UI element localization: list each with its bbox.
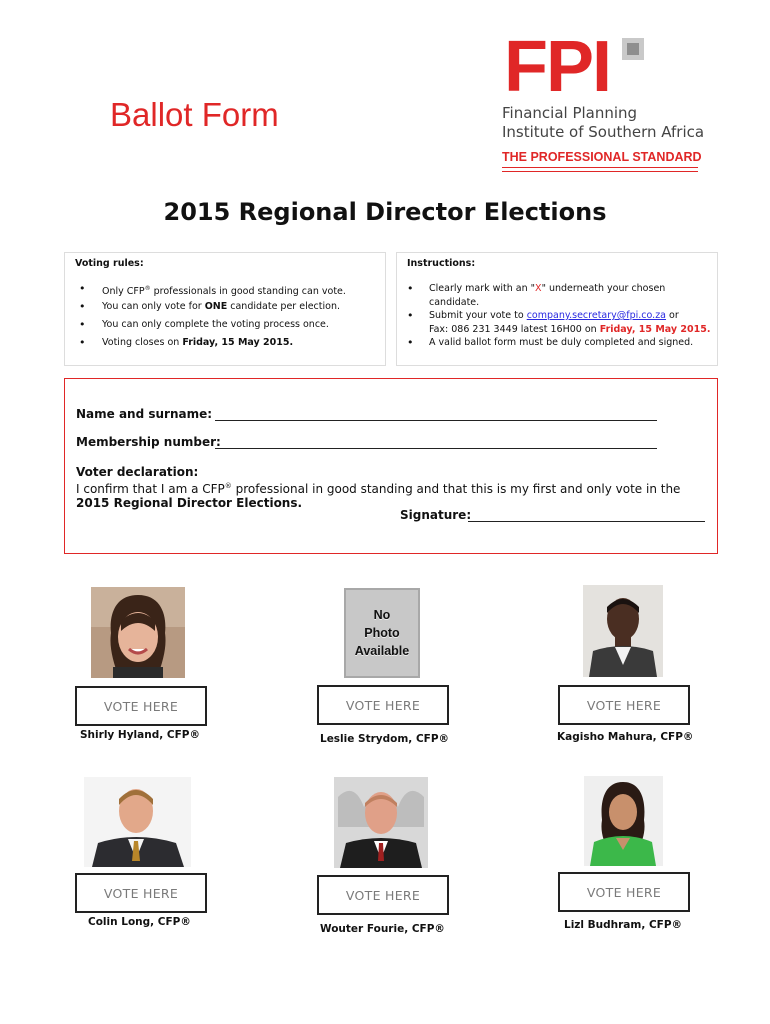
rule-item: • You can only complete the voting process once. [65, 318, 346, 336]
voting-rules-heading: Voting rules: [75, 258, 144, 269]
candidate-photo [584, 776, 663, 866]
rule-item: • Only CFP® professionals in good standing can vote. [65, 282, 346, 300]
voting-rules-list [65, 282, 346, 354]
voting-rules-box [64, 252, 386, 366]
rule-item: • You can only vote for ONE candidate per election. [65, 300, 346, 318]
fpi-logo-letters: FPI [504, 27, 611, 107]
secretary-email-link[interactable]: company.secretary@fpi.co.za [526, 310, 667, 321]
candidate-name: Kagisho Mahura, CFP® [557, 731, 694, 743]
instructions-box [396, 252, 718, 366]
declaration-text: I confirm that I am a CFP® professional in good standing and that this is my first and only vote in the 2015 Regional Director Elections. [76, 482, 681, 510]
fpi-logo [500, 27, 705, 174]
instruction-item: • Clearly mark with an "X" underneath your chosen candidate. [397, 282, 717, 309]
vote-button-wouter-fourie[interactable]: VOTE HERE [317, 875, 449, 915]
declaration-heading: Voter declaration: [76, 465, 199, 479]
candidate-photo [334, 777, 428, 868]
signature-label: Signature: [400, 508, 472, 522]
vote-button-leslie-strydom[interactable]: VOTE HERE [317, 685, 449, 725]
instructions-heading: Instructions: [407, 258, 476, 269]
membership-number-field[interactable] [215, 435, 657, 449]
candidate-name: Wouter Fourie, CFP® [320, 923, 445, 935]
vote-button-kagisho-mahura[interactable]: VOTE HERE [558, 685, 690, 725]
candidate-name: Shirly Hyland, CFP® [80, 729, 200, 741]
candidate-name: Colin Long, CFP® [88, 916, 191, 928]
vote-button-shirly-hyland[interactable]: VOTE HERE [75, 686, 207, 726]
vote-button-colin-long[interactable]: VOTE HERE [75, 873, 207, 913]
instructions-list [397, 282, 717, 350]
membership-label: Membership number: [76, 435, 221, 449]
logo-tagline: THE PROFESSIONAL STANDARD [502, 150, 698, 168]
logo-institute-name: Financial Planning Institute of Southern Africa [502, 104, 705, 141]
voter-details-box [64, 378, 718, 554]
instruction-item: • A valid ballot form must be duly completed and signed. [397, 336, 717, 350]
signature-field[interactable] [468, 508, 705, 522]
candidate-name: Lizl Budhram, CFP® [564, 919, 683, 931]
candidate-photo [583, 585, 663, 677]
candidate-name: Leslie Strydom, CFP® [320, 733, 450, 745]
rule-item: • Voting closes on Friday, 15 May 2015. [65, 336, 346, 354]
candidate-photo [91, 587, 185, 678]
ballot-form-title: Ballot Form [110, 96, 279, 133]
name-field[interactable] [215, 407, 657, 421]
vote-button-lizl-budhram[interactable]: VOTE HERE [558, 872, 690, 912]
instruction-item: • Submit your vote to company.secretary@fpi.co.za or Fax: 086 231 3449 latest 16H00 on Friday, 15 May 2015. [397, 309, 717, 336]
logo-square-icon [622, 38, 644, 60]
name-label: Name and surname: [76, 407, 213, 421]
page-title: 2015 Regional Director Elections [163, 198, 607, 226]
candidate-photo [84, 777, 191, 867]
no-photo-placeholder: No Photo Available [344, 588, 420, 678]
